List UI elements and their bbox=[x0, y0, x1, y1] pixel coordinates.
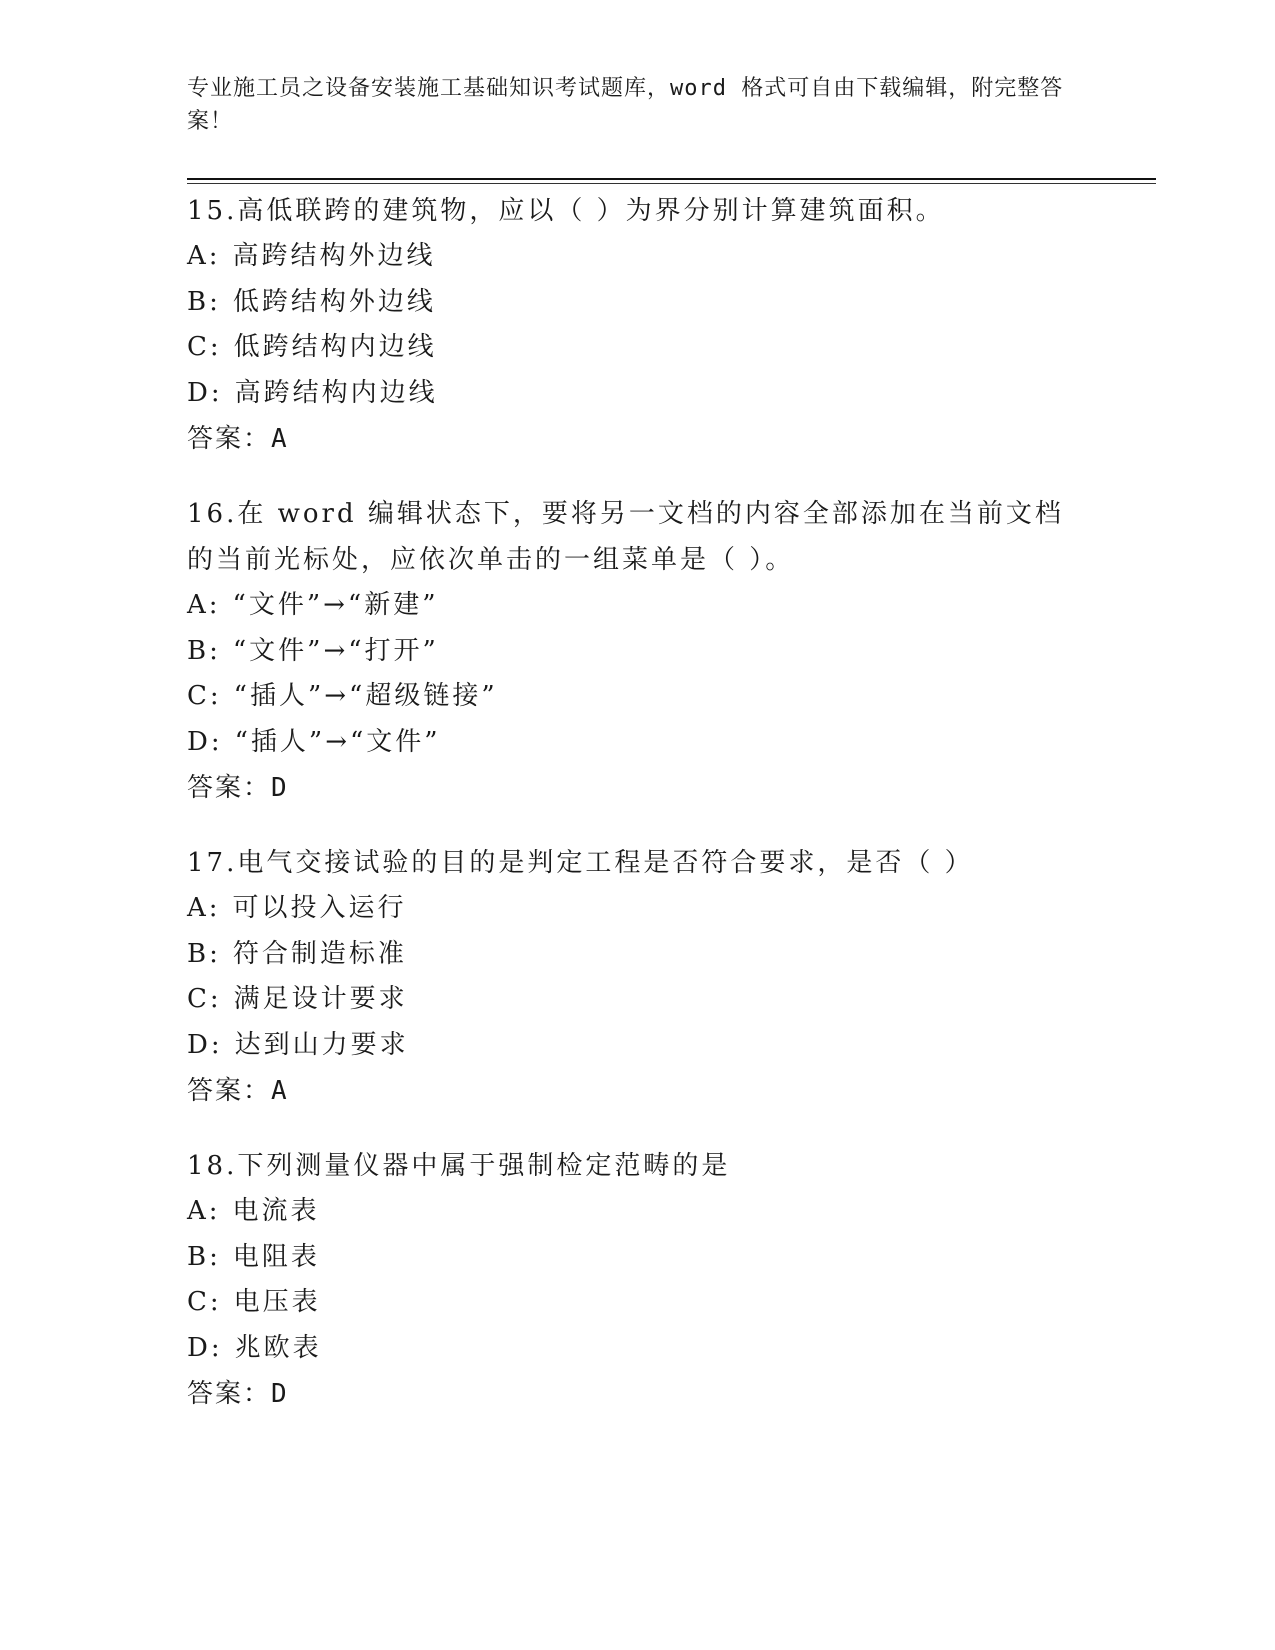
option-b bbox=[187, 1235, 1087, 1281]
option-letter: C: bbox=[187, 984, 222, 1014]
option-letter: C: bbox=[187, 681, 222, 711]
option-a bbox=[187, 234, 1087, 280]
option-d bbox=[187, 1023, 1087, 1069]
question-list bbox=[187, 188, 1087, 1446]
option-text: “文件”→“新建” bbox=[232, 590, 439, 620]
option-text: 高跨结构内边线 bbox=[234, 377, 438, 408]
option-c bbox=[187, 325, 1087, 371]
question-18 bbox=[187, 1143, 1087, 1417]
option-b bbox=[187, 280, 1087, 326]
option-letter: B: bbox=[187, 635, 221, 666]
question-17 bbox=[187, 840, 1087, 1114]
question-16 bbox=[187, 491, 1087, 811]
question-stem: 16.在 word 编辑状态下，要将另一文档的内容全部添加在当前文档的当前光标处，应依次单击的一组菜单是（ ）。 bbox=[187, 499, 1064, 575]
option-letter: D: bbox=[187, 1029, 223, 1060]
option-text: 可以投入运行 bbox=[232, 893, 407, 923]
option-letter: B: bbox=[187, 938, 221, 969]
question-stem: 15.高低联跨的建筑物，应以（ ）为界分别计算建筑面积。 bbox=[187, 196, 945, 226]
option-letter: D: bbox=[187, 1332, 223, 1363]
option-a bbox=[187, 886, 1087, 932]
option-c bbox=[187, 1280, 1087, 1326]
header-divider-thick bbox=[187, 178, 1156, 180]
option-text: 低跨结构内边线 bbox=[233, 332, 437, 362]
option-text: 电流表 bbox=[232, 1196, 320, 1226]
header-divider-thin bbox=[187, 183, 1156, 184]
option-letter: A: bbox=[187, 1196, 221, 1226]
option-a bbox=[187, 1189, 1087, 1235]
question-15 bbox=[187, 188, 1087, 462]
option-b bbox=[187, 629, 1087, 675]
option-letter: C: bbox=[187, 332, 222, 362]
option-text: 低跨结构外边线 bbox=[232, 286, 436, 317]
option-d bbox=[187, 720, 1087, 766]
question-stem: 18.下列测量仪器中属于强制检定范畴的是 bbox=[187, 1151, 731, 1181]
option-c bbox=[187, 674, 1087, 720]
option-letter: A: bbox=[187, 893, 221, 923]
option-letter: D: bbox=[187, 726, 223, 757]
answer-line: 答案：D bbox=[187, 1379, 289, 1409]
question-stem: 17.电气交接试验的目的是判定工程是否符合要求，是否（ ） bbox=[187, 848, 974, 878]
option-text: 符合制造标准 bbox=[232, 938, 407, 969]
option-a bbox=[187, 583, 1087, 629]
option-c bbox=[187, 977, 1087, 1023]
answer-line: 答案：A bbox=[187, 1076, 289, 1106]
option-letter: B: bbox=[187, 1241, 221, 1272]
option-d bbox=[187, 1326, 1087, 1372]
document-header: 专业施工员之设备安装施工基础知识考试题库，word 格式可自由下载编辑，附完整答案！ bbox=[187, 76, 1064, 134]
option-letter: A: bbox=[187, 241, 221, 271]
option-text: 满足设计要求 bbox=[233, 984, 408, 1014]
option-text: “插人”→“超级链接” bbox=[233, 681, 498, 711]
option-letter: A: bbox=[187, 590, 221, 620]
option-text: 电阻表 bbox=[232, 1241, 320, 1272]
option-text: 兆欧表 bbox=[234, 1332, 322, 1363]
option-letter: C: bbox=[187, 1287, 222, 1317]
option-letter: D: bbox=[187, 377, 223, 408]
answer-line: 答案：D bbox=[187, 773, 289, 803]
answer-line: 答案：A bbox=[187, 424, 289, 454]
option-text: “插人”→“文件” bbox=[234, 726, 441, 757]
option-d bbox=[187, 371, 1087, 417]
option-b bbox=[187, 932, 1087, 978]
option-text: 高跨结构外边线 bbox=[232, 241, 436, 271]
option-text: “文件”→“打开” bbox=[232, 635, 439, 666]
option-text: 达到山力要求 bbox=[234, 1029, 409, 1060]
option-text: 电压表 bbox=[233, 1287, 321, 1317]
option-letter: B: bbox=[187, 286, 221, 317]
